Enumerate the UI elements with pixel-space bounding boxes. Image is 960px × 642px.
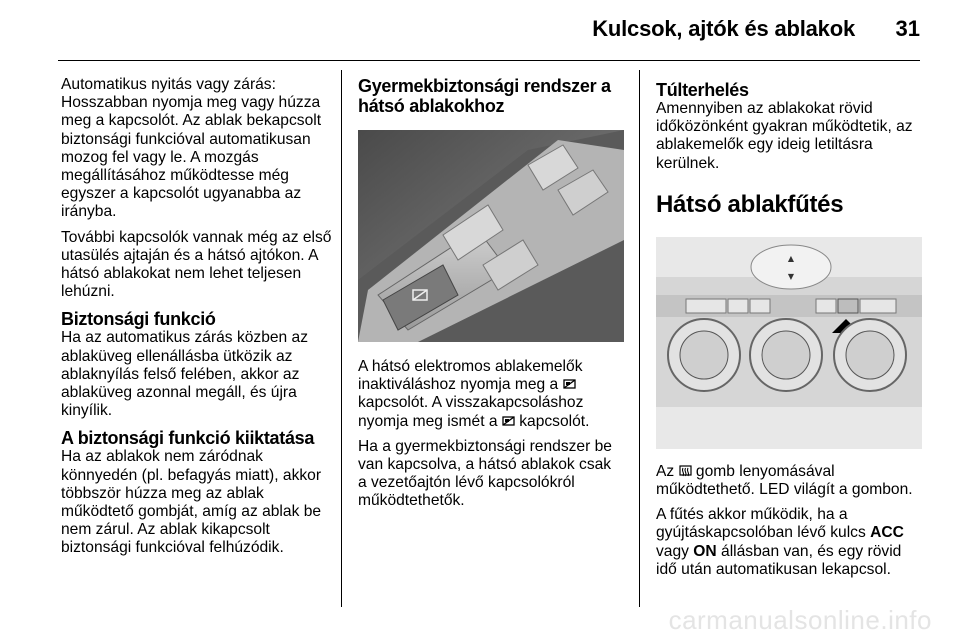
text: A fűtés akkor működik, ha a gyújtáskapcsolóban lévő kulcs <box>656 506 866 542</box>
column-divider <box>639 70 640 607</box>
header-rule <box>58 60 920 61</box>
paragraph <box>656 506 926 579</box>
column-3 <box>656 80 926 586</box>
svg-text:▲: ▲ <box>787 253 795 263</box>
paragraph: Ha az automatikus zárás közben az ablaküveg ellenállásba ütközik az ablaknyílás felső felében, akkor az ablaküveg azonnal megáll, és újra kinyílik. <box>61 329 309 420</box>
page-number: 31 <box>895 16 920 41</box>
rear-defrost-icon <box>679 465 692 478</box>
svg-text:▼: ▼ <box>787 271 795 281</box>
section-title: Kulcsok, ajtók és ablakok <box>592 16 855 41</box>
paragraph: További kapcsolók vannak még az első utasülés ajtaján és a hátsó ajtókon. A hátsó ablakokat nem lehet teljesen lehúzni. <box>61 228 332 301</box>
column-divider <box>341 70 342 607</box>
climate-panel-photo <box>656 237 922 449</box>
text: gomb lenyomásával működtethető. LED világít a gombon. <box>656 462 913 499</box>
text: Az <box>656 462 675 480</box>
section-heading: Biztonsági funkció <box>61 309 216 330</box>
text: kapcsolót. A visszakapcsoláshoz nyomja meg ismét a <box>358 394 584 430</box>
window-lock-icon <box>563 378 576 391</box>
key-position-acc: ACC <box>870 524 904 542</box>
paragraph: Automatikus nyitás vagy zárás: Hosszabban nyomja meg vagy húzza meg a kapcsolót. Az ablak bekapcsolt biztonsági funkcióval automatikusan mozog fel vagy le. A mozgás megállításához működtesse még egyszer a kapcsolót ugyanabba az irányba. <box>61 76 322 221</box>
column-2 <box>358 76 624 518</box>
watermark: carmanualsonline.info <box>668 605 932 635</box>
paragraph: Ha az ablakok nem záródnak könnyedén (pl. befagyás miatt), akkor többször húzza meg az ablak működtető gombját, amíg az ablak be nem zárul. Az ablak kikapcsolt biztonsági funkcióval felhúzódik. <box>61 448 322 557</box>
section-heading: Gyermekbiztonsági rendszer a hátsó ablakokhoz <box>358 76 611 116</box>
text: A hátsó elektromos ablakemelők inaktiváláshoz nyomja meg a <box>358 358 583 394</box>
paragraph <box>656 463 926 499</box>
key-position-on: ON <box>693 542 717 560</box>
section-heading: Túlterhelés <box>656 80 749 100</box>
page-header <box>0 0 960 60</box>
text: kapcsolót. <box>519 412 590 430</box>
text: vagy <box>656 542 689 560</box>
column-1 <box>61 76 333 565</box>
window-lock-icon <box>502 415 515 428</box>
text: állásban van, és egy rövid idő után automatikusan lekapcsol. <box>656 542 902 578</box>
window-switch-photo <box>358 130 624 342</box>
paragraph: Amennyiben az ablakokat rövid időközönként gyakran működtetik, az ablakemelők egy ideig letiltásra kerülnek. <box>656 100 913 172</box>
section-heading: A biztonsági funkció kiiktatása <box>61 428 315 449</box>
paragraph: Ha a gyermekbiztonsági rendszer be van kapcsolva, a hátsó ablakok csak a vezetőajtón lévő kapcsolókról működtethetők. <box>358 437 612 510</box>
section-title: Hátsó ablakfűtés <box>656 190 844 218</box>
paragraph <box>358 358 624 431</box>
